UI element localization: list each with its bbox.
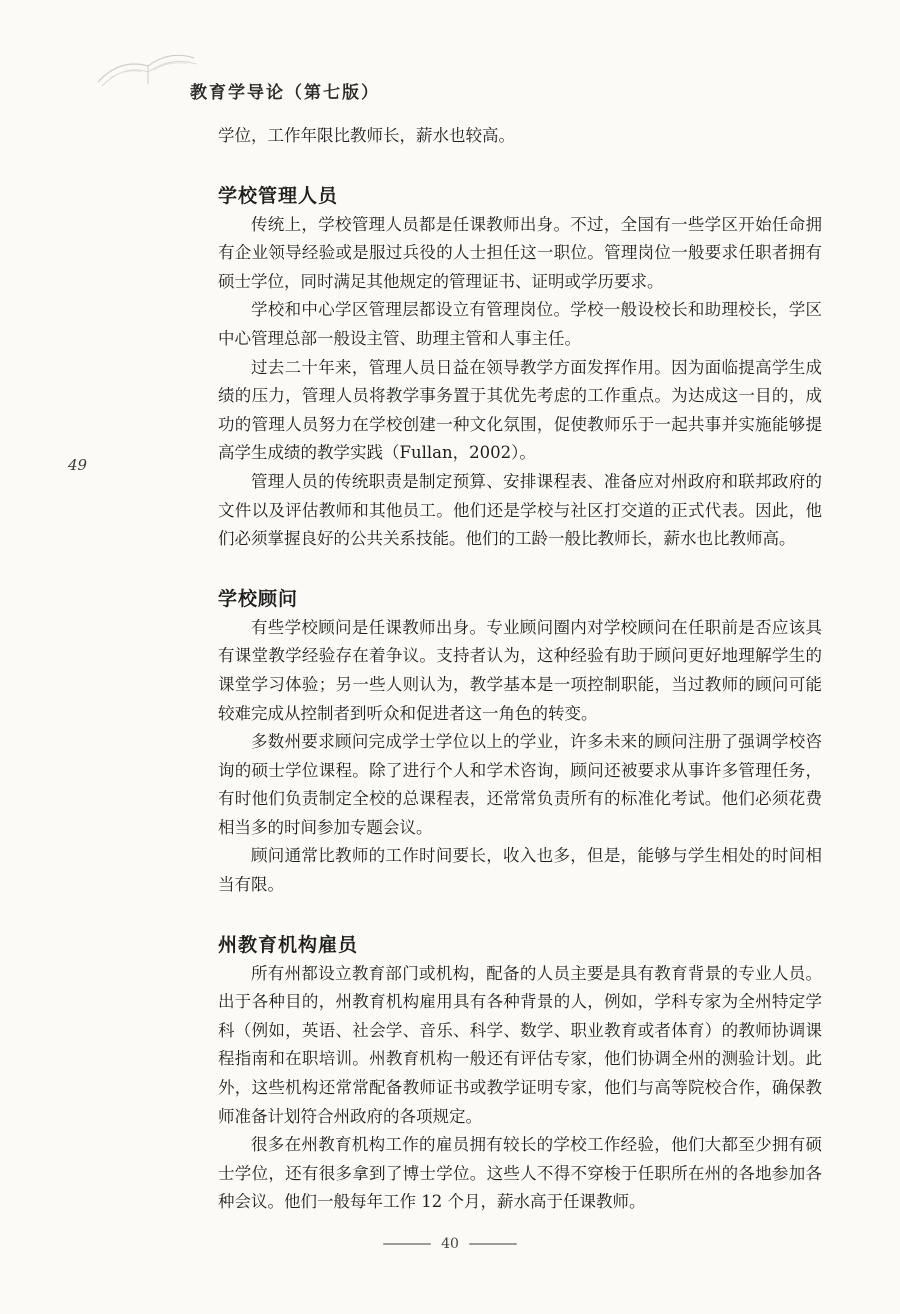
paragraph: 管理人员的传统职责是制定预算、安排课程表、准备应对州政府和联邦政府的文件以及评估教师和其他员工。他们还是学校与社区打交道的正式代表。因此，他们必须掌握良好的公共关系技能。他们的工龄一般比教师长，薪水也比教师高。 <box>218 471 822 549</box>
running-header: 教育学导论（第七版） <box>190 83 380 103</box>
paragraph: 学校和中心学区管理层都设立有管理岗位。学校一般设校长和助理校长，学区中心管理总部一般设主管、助理主管和人事主任。 <box>218 300 822 348</box>
paragraph: 多数州要求顾问完成学士学位以上的学业，许多未来的顾问注册了强调学校咨询的硕士学位课程。除了进行个人和学术咨询，顾问还被要求从事许多管理任务，有时他们负责制定全校的总课程表，还常常负责所有的标准化考试。他们必须花费相当多的时间参加专题会议。 <box>218 732 822 837</box>
paragraph: 过去二十年来，管理人员日益在领导教学方面发挥作用。因为面临提高学生成绩的压力，管理人员将教学事务置于其优先考虑的工作重点。为达成这一目的，成功的管理人员努力在学校创建一种文化氛围，促使教师乐于一起共事并实施能够提高学生成绩的教学实践（Fullan，2002）。 <box>218 357 822 463</box>
paragraph: 很多在州教育机构工作的雇员拥有较长的学校工作经验，他们大都至少拥有硕士学位，还有很多拿到了博士学位。这些人不得不穿梭于任职所在州的各地参加各种会议。他们一般每年工作 12 个月，薪水高于任课教师。 <box>218 1135 822 1212</box>
section-heading-administrators: 学校管理人员 <box>218 184 339 207</box>
page-number: 40 <box>441 1236 459 1252</box>
main-text <box>218 122 822 1217</box>
paragraph: 有些学校顾问是任课教师出身。专业顾问圈内对学校顾问在任职前是否应该具有课堂教学经验存在着争议。支持者认为，这种经验有助于顾问更好地理解学生的课堂学习体验；另一些人则认为，教学基本是一项控制职能，当过教师的顾问可能较难完成从控制者到听众和促进者这一角色的转变。 <box>218 617 822 723</box>
paragraph: 传统上，学校管理人员都是任课教师出身。不过，全国有一些学区开始任命拥有企业领导经验或是服过兵役的人士担任这一职位。管理岗位一般要求任职者拥有硕士学位，同时满足其他规定的管理证书、证明或学历要求。 <box>218 214 822 291</box>
page-footer <box>0 1236 900 1252</box>
intro-paragraph: 学位，工作年限比教师长，薪水也较高。 <box>218 126 515 145</box>
paragraph: 顾问通常比教师的工作时间要长，收入也多，但是，能够与学生相处的时间相当有限。 <box>218 846 822 895</box>
section-heading-state-agency: 州教育机构雇员 <box>218 933 359 956</box>
open-book-decoration-icon <box>90 40 200 95</box>
footer-rule-right <box>469 1243 517 1245</box>
paragraph: 所有州都设立教育部门或机构，配备的人员主要是具有教育背景的专业人员。出于各种目的，州教育机构雇用具有各种背景的人，例如，学科专家为全州特定学科（例如，英语、社会学、音乐、科学、数学、职业教育或者体育）的教师协调课程指南和在职培训。州教育机构一般还有评估专家，他们协调全州的测验计划。此外，这些机构还常常配备教师证书或教学证明专家，他们与高等院校合作，确保教师准备计划符合州政府的各项规定。 <box>218 963 822 1126</box>
footer-rule-left <box>383 1243 431 1245</box>
section-heading-counselors: 学校顾问 <box>218 587 299 610</box>
margin-page-ref: 49 <box>68 456 88 474</box>
